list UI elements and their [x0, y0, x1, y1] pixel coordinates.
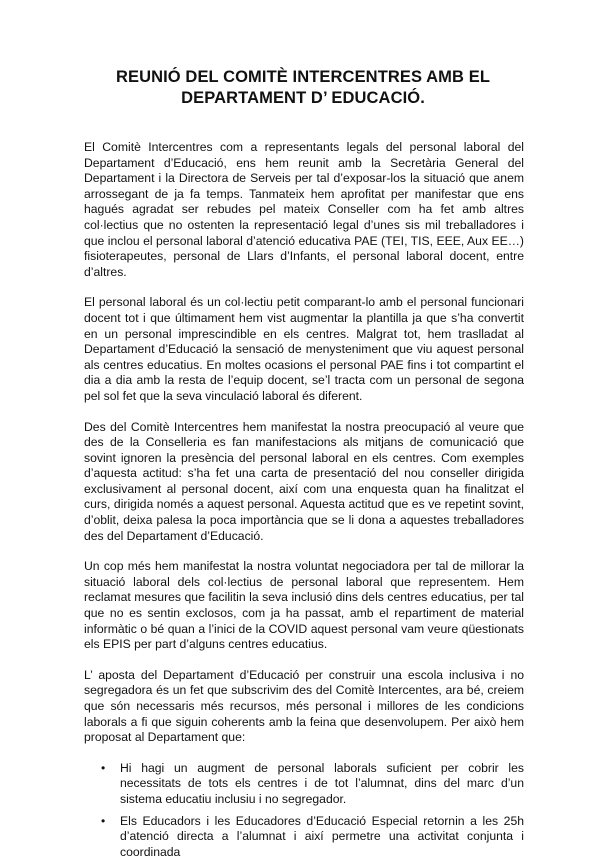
paragraph-4: Un cop més hem manifestat la nostra voluntat negociadora per tal de millorar la situació laboral dels col·lectius de personal laboral que representem. Hem reclamat mesures que facilitin la seva inclusió dins dels centres educatius, per tal que no es sentin exclosos, com ja ha passat, amb el repartiment de material informàtic o bé quan a l’inici de la COVID aquest personal vam veure qüestionats els EPIS per part d’alguns centres educatius. — [84, 559, 524, 652]
paragraph-1: El Comitè Intercentres com a representants legals del personal laboral del Departament d’Educació, ens hem reunit amb la Secretària General del Departament i la Directora de Serveis per tal d’exposar-los la situació que anem arrossegant de ja fa temps. Tanmateix hem aprofitat per manifestar que ens hagués agradat ser rebudes pel mateix Conseller com ha fet amb altres col·lectius que no ostenten la representació legal d’unes sis mil treballadores i que inclou el personal laboral d’atenció educativa PAE (TEI, TIS, EEE, Aux EE…) fisioterapeutes, personal de Llars d’Infants, el personal laboral docent, entre d’altres. — [84, 140, 524, 279]
paragraph-3: Des del Comitè Intercentres hem manifestat la nostra preocupació al veure que des de la Conselleria es fan manifestacions als mitjans de comunicació que sovint ignoren la presència del personal laboral en els centres. Com exemples d’aquesta actitud: s’ha fet una carta de presentació del nou conseller dirigida exclusivament al personal docent, així com una enquesta quan ha finalitzat el curs, dirigida només a aquest personal. Aquesta actitud que es ve repetint sovint, d’oblit, deixa palesa la poca importància que se li dona a aquestes treballadores des del Departament d’Educació. — [84, 419, 524, 543]
document-body — [84, 140, 524, 866]
proposals-list — [84, 761, 524, 861]
bullet-icon: • — [101, 760, 106, 775]
list-item — [84, 814, 524, 861]
title-line-1: REUNIÓ DEL COMITÈ INTERCENTRES AMB EL — [115, 68, 491, 86]
title-line-2: DEPARTAMENT D’ EDUCACIÓ. — [181, 89, 425, 107]
document-title — [60, 67, 546, 109]
list-item-text: Els Educadors i les Educadores d’Educació Especial retornin a les 25h d’atenció directa a l’alumnat i així permetre una activitat conjunta i coordinada — [120, 813, 524, 859]
bullet-icon: • — [101, 813, 106, 828]
list-item — [84, 761, 524, 808]
list-item-text: Hi hagi un augment de personal laborals suficient per cobrir les necessitats de tots els centres i de tot l’alumnat, dins del marc d’un sistema educatiu inclusiu i no segregador. — [120, 760, 524, 806]
paragraph-2: El personal laboral és un col·lectiu petit comparant-lo amb el personal funcionari docent tot i que últimament hem vist augmentar la plantilla ja que s’ha convertit en un personal imprescindible en els centres. Malgrat tot, hem traslladat al Departament d’Educació la sensació de menysteniment que viu aquest personal als centres educatius. En moltes ocasions el personal PAE fins i tot compartint el dia a dia amb la resta de l’equip docent, se’l tracta com un personal de segona pel sol fet que la seva vinculació laboral és diferent. — [84, 295, 524, 403]
paragraph-5: L’ aposta del Departament d’Educació per construir una escola inclusiva i no segregadora és un fet que subscrivim des del Comitè Intercentes, ara bé, creiem que són necessaris més recursos, més personal i millores de les condicions laborals a fi que siguin coherents amb la feina que desenvolupem. Per això hem proposat al Departament que: — [84, 667, 524, 745]
